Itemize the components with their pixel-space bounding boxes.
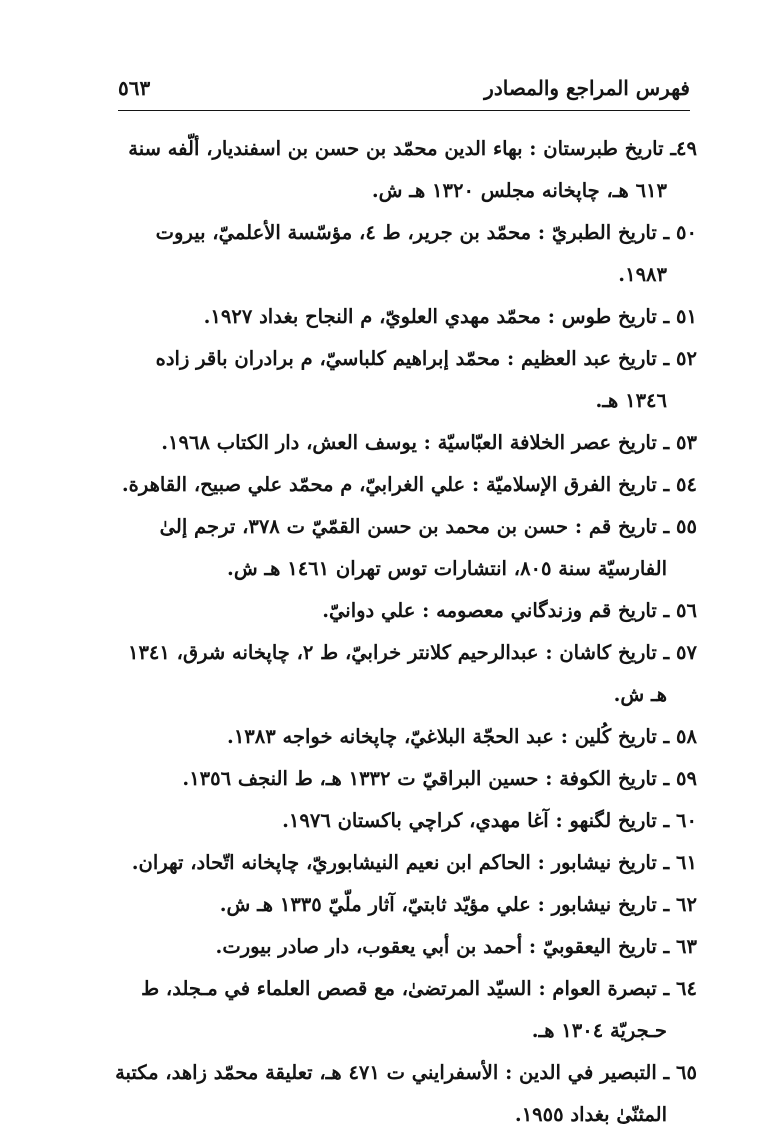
reference-entry-53: ٥٣ ـ تاريخ عصر الخلافة العبّاسيّة : يوسف العش، دار الكتاب ١٩٦٨. [161,431,697,454]
reference-entry-56: ٥٦ ـ تاريخ قم وزندگاني معصومه : علي دوانيّ. [322,599,697,622]
reference-entry-60: ٦٠ ـ تاريخ لگنهو : آغا مهدي، كراچي باكستان ١٩٧٦. [282,809,697,832]
reference-entry-49: ٤٩ـ تاريخ طبرستان : بهاء الدين محمّد بن حسن بن اسفنديار، ألّفه سنة ٦١٣ هـ، چاپخانه مجلس ١٣٢٠ هـ ش. [128,137,697,202]
reference-entry-51: ٥١ ـ تاريخ طوس : محمّد مهدي العلويّ، م النجاح بغداد ١٩٢٧. [203,305,697,328]
running-title: فهرس المراجع والمصادر [484,76,690,100]
reference-entry-63: ٦٣ ـ تاريخ اليعقوبيّ : أحمد بن أبي يعقوب، دار صادر بيورت. [215,935,697,958]
reference-entry-55: ٥٥ ـ تاريخ قم : حسن بن محمد بن حسن القمّيّ ت ٣٧٨، ترجم إلىٰ الفارسيّة سنة ٨٠٥، انتشارات توس تهران ١٤٦١ هـ ش. [159,515,697,580]
reference-entry-52: ٥٢ ـ تاريخ عبد العظيم : محمّد إبراهيم كلباسيّ، م برادران باقر زاده ١٣٤٦ هـ. [155,347,697,412]
reference-entry-59: ٥٩ ـ تاريخ الكوفة : حسين البراقيّ ت ١٣٣٢ هـ، ط النجف ١٣٥٦. [182,767,697,790]
reference-entry-61: ٦١ ـ تاريخ نيشابور : الحاكم ابن نعيم النيشابوريّ، چاپخانه اتّحاد، تهران. [131,851,697,874]
reference-entry-62: ٦٢ ـ تاريخ نيشابور : علي مؤيّد ثابتيّ، آثار ملّيّ ١٣٣٥ هـ ش. [219,893,697,916]
reference-entry-58: ٥٨ ـ تاريخ كُلين : عبد الحجّة البلاغيّ، چاپخانه خواجه ١٣٨٣. [227,725,697,748]
reference-entry-50: ٥٠ ـ تاريخ الطبريّ : محمّد بن جرير، ط ٤، مؤسّسة الأعلميّ، بيروت ١٩٨٣. [155,221,697,286]
header-divider [118,110,690,111]
page-number: ٥٦٣ [118,76,151,100]
reference-entry-64: ٦٤ ـ تبصرة العوام : السيّد المرتضىٰ، مع قصص العلماء في مـجلد، ط حـجريّة ١٣٠٤ هـ. [141,977,697,1042]
page-header [118,74,690,108]
reference-entry-57: ٥٧ ـ تاريخ كاشان : عبدالرحيم كلانتر خرابيّ، ط ٢، چاپخانه شرق، ١٣٤١ هـ ش. [127,641,697,706]
reference-entry-54: ٥٤ ـ تاريخ الفرق الإسلاميّة : علي الغرابيّ، م محمّد علي صبيح، القاهرة. [121,473,697,496]
references-list [112,128,697,1136]
reference-entry-65: ٦٥ ـ التبصير في الدين : الأسفرايني ت ٤٧١ هـ، تعليقة محمّد زاهد، مكتبة المثنّىٰ بغداد ١٩٥٥. [115,1061,697,1126]
